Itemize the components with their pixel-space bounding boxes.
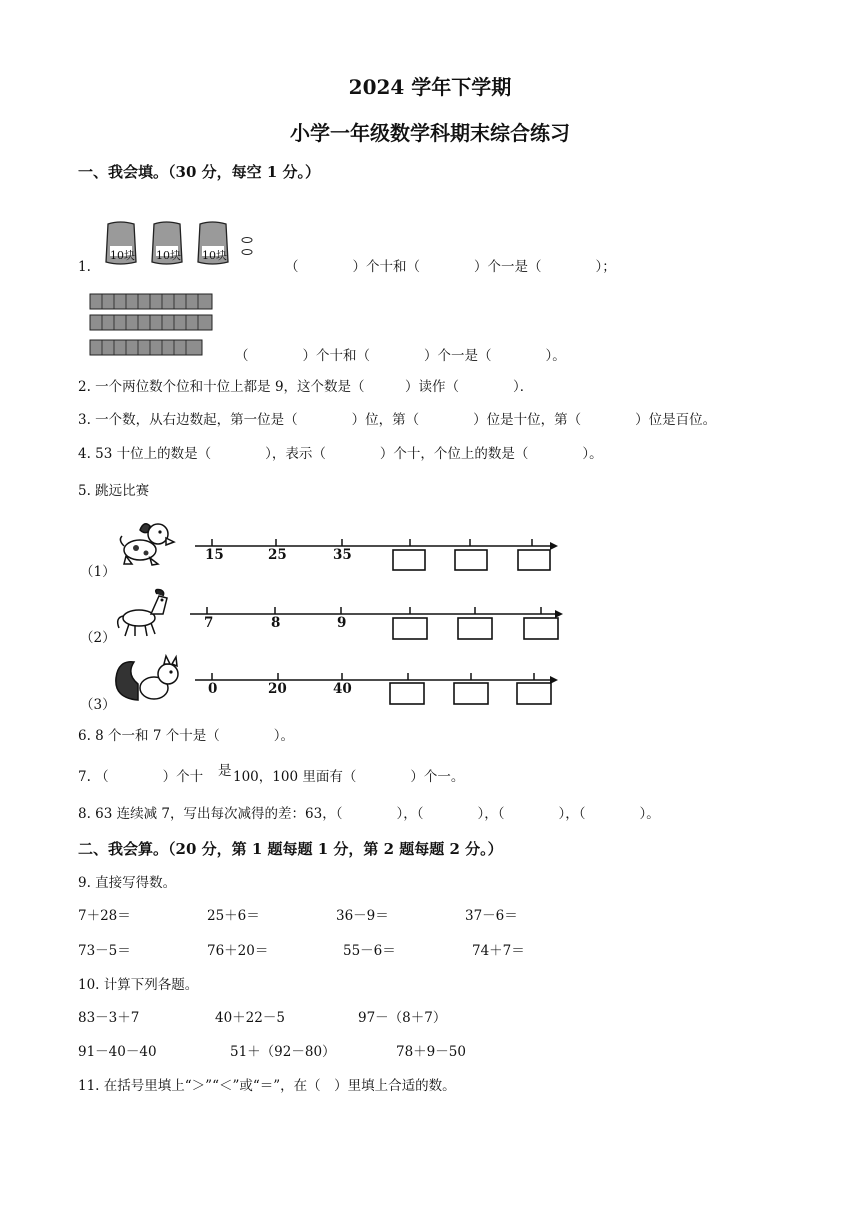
horse-icon xyxy=(115,588,175,640)
question-10-title: 10. 计算下列各题。 xyxy=(78,977,199,993)
answer-box xyxy=(390,683,424,704)
calculation-item: 91－40－40 xyxy=(78,1044,157,1060)
dog-icon xyxy=(118,518,176,568)
tick-label: 0 xyxy=(208,681,218,697)
tick-label: 40 xyxy=(333,681,352,697)
tick-label: 25 xyxy=(268,547,287,563)
tick-label: 8 xyxy=(271,615,281,631)
question-5-title: 5. 跳远比赛 xyxy=(78,483,150,499)
arithmetic-item: 76＋20＝ xyxy=(207,943,269,959)
tick-label: 20 xyxy=(268,681,287,697)
answer-box xyxy=(393,618,427,639)
page-title: 2024 学年下学期 xyxy=(348,75,512,99)
section-heading-2: 二、我会算。（20 分，第 1 题每题 1 分，第 2 题每题 2 分。） xyxy=(78,840,503,858)
question-3: 3. 一个数，从右边数起，第一位是（ ）位，第（ ）位是十位，第（ ）位是百位。 xyxy=(78,412,717,428)
question-1-number: 1. xyxy=(78,259,91,275)
calculation-item: 97－（8＋7） xyxy=(358,1010,447,1026)
tick-label: 15 xyxy=(205,547,224,563)
question-8: 8. 63 连续减 7，写出每次减得的差：63，（ ），（ ），（ ），（ ）。 xyxy=(78,806,660,822)
question-7-part-a: 7. （ ）个十 xyxy=(78,769,204,785)
number-line-1 xyxy=(190,530,565,575)
bag-label: 10块 xyxy=(110,249,135,262)
number-line-3 xyxy=(190,668,565,713)
number-line-2 xyxy=(185,598,570,643)
arithmetic-item: 73－5＝ xyxy=(78,943,131,959)
question-4: 4. 53 十位上的数是（ ），表示（ ）个十，个位上的数是（ ）。 xyxy=(78,446,603,462)
calculation-item: 83－3＋7 xyxy=(78,1010,140,1026)
row-1-label: （1） xyxy=(80,564,116,580)
row-3-label: （3） xyxy=(80,697,116,713)
tick-label: 35 xyxy=(333,547,352,563)
question-1a-text: （ ）个十和（ ）个一是（ ）； xyxy=(285,259,616,275)
section-heading-1: 一、我会填。（30 分，每空 1 分。） xyxy=(78,163,320,181)
arithmetic-item: 36－9＝ xyxy=(336,908,389,924)
arithmetic-item: 7＋28＝ xyxy=(78,908,131,924)
bag-label: 10块 xyxy=(156,249,181,262)
answer-box xyxy=(518,550,550,570)
arithmetic-item: 74＋7＝ xyxy=(472,943,525,959)
calculation-item: 78＋9－50 xyxy=(396,1044,466,1060)
question-7-part-b: 是 xyxy=(218,763,232,779)
page-subtitle: 小学一年级数学科期末综合练习 xyxy=(290,121,570,145)
bag-label: 10块 xyxy=(202,249,227,262)
question-11: 11. 在括号里填上“＞”“＜”或“＝”，在（ ）里填上合适的数。 xyxy=(78,1078,456,1094)
answer-box xyxy=(393,550,425,570)
question-2: 2. 一个两位数个位和十位上都是 9，这个数是（ ）读作（ ）． xyxy=(78,379,534,395)
question-7-part-c: 100，100 里面有（ ）个一。 xyxy=(233,769,465,785)
question-6: 6. 8 个一和 7 个十是（ ）。 xyxy=(78,728,294,744)
tick-label: 9 xyxy=(337,615,347,631)
calculation-item: 40＋22－5 xyxy=(215,1010,285,1026)
arithmetic-item: 55－6＝ xyxy=(343,943,396,959)
arithmetic-item: 25＋6＝ xyxy=(207,908,260,924)
answer-box xyxy=(454,683,488,704)
question-1b-text: （ ）个十和（ ）个一是（ ）。 xyxy=(235,348,566,364)
answer-box xyxy=(517,683,551,704)
squirrel-icon xyxy=(112,654,182,704)
cube-rods-illustration xyxy=(88,290,218,360)
arithmetic-item: 37－6＝ xyxy=(465,908,518,924)
answer-box xyxy=(458,618,492,639)
answer-box xyxy=(455,550,487,570)
tick-label: 7 xyxy=(204,615,214,631)
row-2-label: （2） xyxy=(80,630,116,646)
question-9-title: 9. 直接写得数。 xyxy=(78,875,177,891)
answer-box xyxy=(524,618,558,639)
calculation-item: 51＋（92－80） xyxy=(230,1044,336,1060)
